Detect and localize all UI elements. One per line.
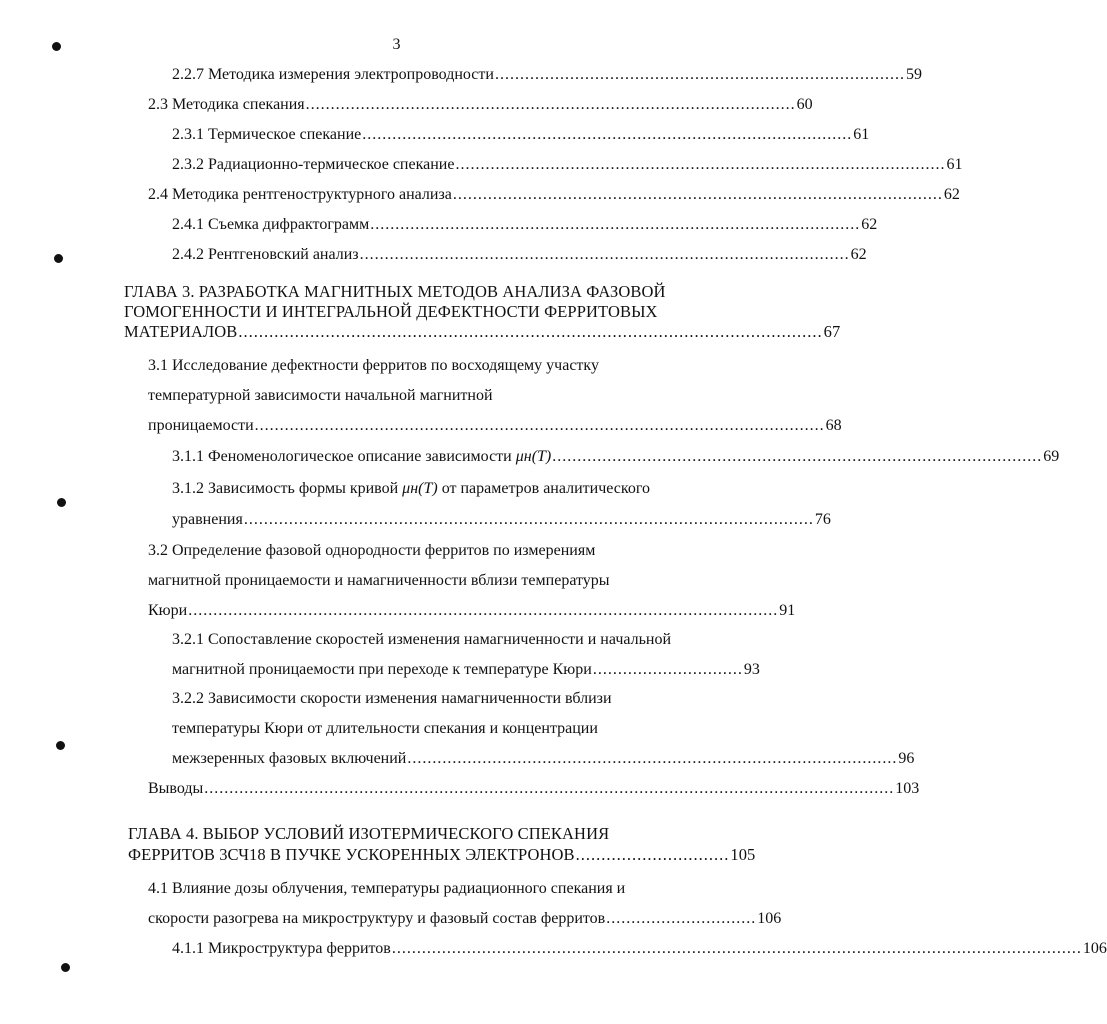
toc-entry-title: межзеренных фазовых включений [172, 750, 407, 767]
toc-entry: 3.1.1 Феноменологическое описание зависимости μн(T) .................................................................................................. 69 [172, 448, 1060, 465]
margin-mark [54, 254, 63, 263]
toc-entry-page: 93 [743, 661, 760, 678]
toc-entry-title: 2.4.1 Съемка дифрактограмм [172, 216, 370, 233]
toc-entry: 2.2.7 Методика измерения электропроводности .................................................................................. 59 [172, 66, 922, 83]
chapter-4-title-line1: ГЛАВА 4. ВЫБОР УСЛОВИЙ ИЗОТЕРМИЧЕСКОГО СПЕКАНИЯ [128, 824, 610, 843]
toc-entry: ФЕРРИТОВ 3СЧ18 В ПУЧКЕ УСКОРЕННЫХ ЭЛЕКТРОНОВ .............................. 105 [128, 845, 756, 864]
chapter-4-title-line2: ФЕРРИТОВ 3СЧ18 В ПУЧКЕ УСКОРЕННЫХ ЭЛЕКТРОНОВ [128, 845, 575, 864]
margin-mark [52, 42, 61, 51]
toc-entry: 4.1.1 Микроструктура ферритов .......................................................................................................................................... 106 [172, 940, 1107, 957]
margin-mark [57, 498, 66, 507]
page-number: 3 [392, 36, 401, 53]
toc-entry: 2.4.2 Рентгеновский анализ .................................................................................................. 62 [172, 246, 867, 263]
toc-entry-page: 61 [946, 156, 963, 173]
toc-entry-page: 105 [730, 845, 756, 864]
toc-entry-title: скорости разогрева на микроструктуру и фазовый состав ферритов [148, 910, 606, 927]
toc-entry-title: Выводы [148, 780, 204, 797]
toc-entry-page: 91 [779, 602, 796, 619]
toc-entry-page: 69 [1043, 448, 1060, 465]
toc-entry-page: 76 [814, 511, 831, 528]
toc-entry: уравнения .................................................................................................................. 76 [172, 511, 831, 528]
formula: μн(T) [515, 448, 552, 465]
formula: μн(T) [402, 480, 438, 497]
toc-entry-page: 61 [853, 126, 870, 143]
chapter-3-title-line1: ГЛАВА 3. РАЗРАБОТКА МАГНИТНЫХ МЕТОДОВ АНАЛИЗА ФАЗОВОЙ [124, 282, 666, 301]
toc-entry: 2.3 Методика спекания .................................................................................................. 60 [148, 96, 813, 113]
toc-entry-title: температурной зависимости начальной магнитной [148, 387, 493, 404]
toc-entry-title: 2.3.2 Радиационно-термическое спекание [172, 156, 455, 173]
toc-entry-page: 62 [850, 246, 867, 263]
toc-entry-title: 3.2.2 Зависимости скорости изменения намагниченности вблизи [172, 690, 612, 707]
toc-entry-title: 3.1.1 Феноменологическое описание зависимости μн(T) [172, 448, 552, 465]
toc-entry-title: 2.4.2 Рентгеновский анализ [172, 246, 359, 263]
toc-entry-title: Кюри [148, 602, 188, 619]
toc-entry-title: 3.1 Исследование дефектности ферритов по восходящему участку [148, 357, 599, 374]
toc-entry: скорости разогрева на микроструктуру и фазовый состав ферритов .............................. 106 [148, 910, 782, 927]
toc-entry-title: уравнения [172, 511, 243, 528]
toc-entry-title: 3.1.2 Зависимость формы кривой μн(T) от параметров аналитического [172, 480, 650, 497]
toc-entry: магнитной проницаемости при переходе к температуре Кюри .............................. 93 [172, 661, 760, 678]
chapter-3-title-line2: ГОМОГЕННОСТИ И ИНТЕГРАЛЬНОЙ ДЕФЕКТНОСТИ ФЕРРИТОВЫХ [124, 302, 658, 321]
toc-entry: 2.3.1 Термическое спекание .................................................................................................. 61 [172, 126, 870, 143]
toc-entry-page: 60 [796, 96, 813, 113]
toc-entry-title: 2.3.1 Термическое спекание [172, 126, 362, 143]
toc-entry-title: 4.1 Влияние дозы облучения, температуры радиационного спекания и [148, 880, 626, 897]
toc-entry-page: 67 [823, 322, 841, 341]
toc-entry-page: 106 [1082, 940, 1107, 957]
toc-entry-title: 4.1.1 Микроструктура ферритов [172, 940, 391, 957]
toc-entry-page: 59 [905, 66, 922, 83]
toc-entry: межзеренных фазовых включений .................................................................................................. 96 [172, 750, 915, 767]
toc-entry-page: 106 [757, 910, 782, 927]
toc-entry: 2.3.2 Радиационно-термическое спекание .................................................................................................. 61 [172, 156, 963, 173]
toc-entry: Выводы .......................................................................................................................................... 103 [148, 780, 920, 797]
toc-entry-page: 96 [898, 750, 915, 767]
chapter-3-title-line3: МАТЕРИАЛОВ [124, 322, 238, 341]
toc-entry-title: 3.2.1 Сопоставление скоростей изменения намагниченности и начальной [172, 631, 672, 648]
toc-entry-title: магнитной проницаемости при переходе к температуре Кюри [172, 661, 592, 678]
toc-entry-title: 3.2 Определение фазовой однородности ферритов по измерениям [148, 542, 596, 559]
toc-entry: 2.4.1 Съемка дифрактограмм .................................................................................................. 62 [172, 216, 878, 233]
toc-entry-page: 62 [943, 186, 960, 203]
toc-entry-title: 2.4 Методика рентгеноструктурного анализа [148, 186, 452, 203]
toc-entry-title: 2.3 Методика спекания [148, 96, 305, 113]
toc-entry: проницаемости .................................................................................................................. 68 [148, 417, 842, 434]
toc-entry-page: 68 [825, 417, 842, 434]
toc-entry: МАТЕРИАЛОВ .................................................................................................................. 67 [124, 322, 841, 341]
toc-entry-title: температуры Кюри от длительности спекания и концентрации [172, 720, 598, 737]
toc-entry-page: 62 [861, 216, 878, 233]
toc-entry-title: 2.2.7 Методика измерения электропроводности [172, 66, 494, 83]
toc-entry-title: проницаемости [148, 417, 254, 434]
margin-mark [61, 963, 70, 972]
toc-entry: 2.4 Методика рентгеноструктурного анализа .................................................................................................. 62 [148, 186, 960, 203]
toc-entry-page: 103 [895, 780, 920, 797]
toc-entry: Кюри ...................................................................................................................... 91 [148, 602, 796, 619]
toc-entry-title: магнитной проницаемости и намагниченности вблизи температуры [148, 572, 610, 589]
margin-mark [56, 741, 65, 750]
